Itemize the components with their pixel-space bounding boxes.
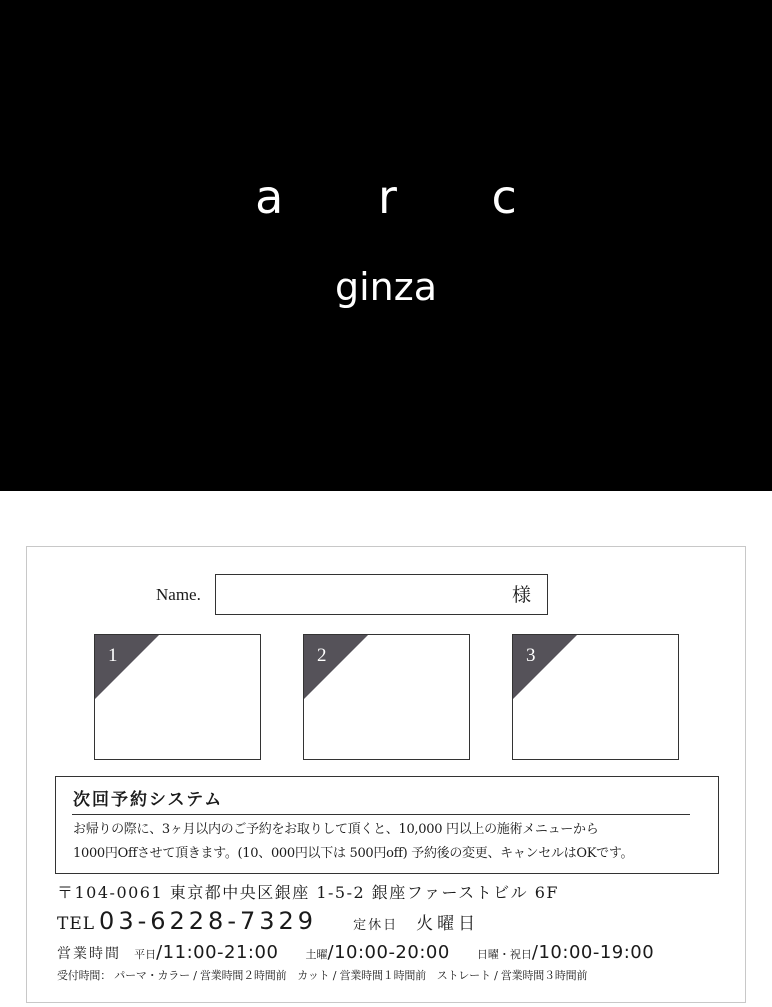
- sunday-label: 日曜・祝日: [476, 948, 532, 961]
- reservation-system-box: [55, 776, 719, 874]
- stamp-number: 3: [526, 645, 536, 666]
- closed-day: 火曜日: [416, 914, 480, 934]
- tel-number[interactable]: 03-6228-7329: [99, 907, 318, 935]
- system-text-line-1: お帰りの際に、3ヶ月以内のご予約をお取りして頂くと、10,000 円以上の施術メニューから: [73, 822, 599, 837]
- saturday-label: 土曜: [305, 948, 328, 961]
- tel-label: TEL: [57, 914, 96, 934]
- card-front: [0, 0, 772, 491]
- system-title: 次回予約システム: [73, 790, 224, 810]
- weekday-time: /11:00-21:00: [156, 942, 279, 963]
- stamp-box-2[interactable]: [303, 634, 470, 760]
- hours-row: [57, 941, 654, 967]
- divider: [72, 814, 690, 815]
- card-back: [26, 546, 746, 1003]
- name-label: Name.: [156, 585, 201, 604]
- stamp-box-1[interactable]: [94, 634, 261, 760]
- brand-logo: a r c: [255, 170, 557, 224]
- name-honorific: 様: [511, 584, 531, 606]
- address: 〒104-0061 東京都中央区銀座 1-5-2 銀座ファーストビル 6F: [57, 883, 560, 902]
- stamp-number: 2: [317, 645, 327, 666]
- name-field[interactable]: [215, 574, 548, 615]
- reception-hours: 受付時間： パーマ・カラー / 営業時間２時間前 カット / 営業時間１時間前 ストレート / 営業時間３時間前: [57, 969, 588, 982]
- tel-row: [57, 907, 479, 941]
- stamp-box-3[interactable]: [512, 634, 679, 760]
- corner-triangle-icon: [304, 635, 368, 699]
- stamp-number: 1: [108, 645, 118, 666]
- weekday-label: 平日: [134, 948, 157, 961]
- sunday-time: /10:00-19:00: [531, 942, 655, 963]
- closed-label: 定休日: [353, 918, 399, 933]
- brand-location: ginza: [335, 265, 437, 309]
- hours-label: 営業時間: [57, 946, 121, 962]
- saturday-time: /10:00-20:00: [327, 942, 450, 963]
- corner-triangle-icon: [513, 635, 577, 699]
- system-text-line-2: 1000円Offさせて頂きます。(10、000円以下は 500円off) 予約後の変更、キャンセルはOKです。: [73, 846, 634, 861]
- corner-triangle-icon: [95, 635, 159, 699]
